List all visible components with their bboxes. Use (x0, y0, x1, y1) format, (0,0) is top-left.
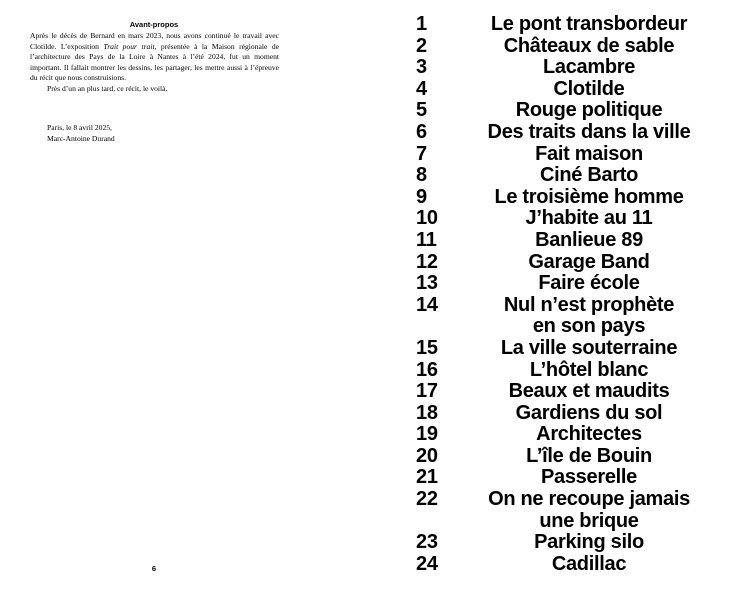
toc-entry (416, 230, 716, 252)
toc-entry (416, 79, 716, 101)
toc-entry-number: 11 (416, 228, 437, 251)
toc-entry (416, 403, 716, 425)
toc-entry (416, 360, 716, 382)
toc-entry-number: 3 (416, 56, 427, 79)
toc-entry-title (462, 467, 716, 489)
toc-entry-title (462, 489, 716, 532)
toc-entry-title (462, 208, 716, 230)
toc-entry-number: 4 (416, 77, 427, 100)
toc-entry-title-line: Cadillac (551, 552, 627, 575)
toc-entry-title (462, 252, 716, 274)
signature-place-date: Paris, le 8 avril 2025, (47, 123, 112, 132)
toc-entry-number: 10 (416, 207, 438, 230)
foreword-text-end: , présentée à la Maison régionale de l’architecture des Pays de la Loire à Nantes à l’été 2024, fut un moment important. Il fallait montrer les dessins, les partager, les mettre aussi à l’épreuve du récit que nous construisions. (30, 41, 279, 82)
toc-entry-title-line: Des traits dans la ville (487, 120, 691, 143)
toc-entry-title-line: Gardiens du sol (515, 401, 663, 424)
toc-entry-title-line: Le pont transbordeur (490, 13, 688, 35)
toc-entry (416, 381, 716, 403)
page-number: 6 (151, 564, 157, 573)
toc-entry-title-line: une brique (539, 509, 639, 532)
toc-entry-title (462, 360, 716, 382)
toc-entry (416, 252, 716, 274)
toc-entry (416, 295, 716, 338)
toc-entry-title-line: J’habite au 11 (525, 207, 653, 230)
toc-entry-number: 19 (416, 423, 438, 446)
toc-entry (416, 208, 716, 230)
toc-entry-title-line: On ne recoupe jamais (488, 488, 690, 511)
toc-entry-title (462, 165, 716, 187)
foreword-text (30, 31, 279, 94)
toc-entry-title-line: Rouge politique (515, 99, 663, 122)
toc-entry-number: 8 (416, 164, 427, 187)
toc-entry-number: 18 (416, 401, 438, 424)
toc-entry-number: 20 (416, 444, 438, 467)
toc-entry (416, 36, 716, 58)
toc-entry (416, 532, 716, 554)
toc-entry-title (462, 273, 716, 295)
toc-entry-number: 9 (416, 185, 427, 208)
toc-entry-title-line: Nul n’est prophète (503, 293, 675, 316)
toc-entry (416, 100, 716, 122)
toc-entry (416, 122, 716, 144)
table-of-contents (416, 14, 716, 575)
toc-entry-title (462, 100, 716, 122)
toc-entry-number: 5 (416, 99, 427, 122)
toc-entry-title (462, 57, 716, 79)
toc-entry-number: 7 (416, 142, 427, 165)
foreword-paragraph-2: Près d’un an plus tard, ce récit, le voilà. (47, 83, 168, 93)
toc-entry-number: 21 (416, 466, 438, 489)
toc-entry-number: 17 (416, 380, 438, 403)
toc-entry-title (462, 14, 716, 36)
toc-entry-title (462, 424, 716, 446)
toc-entry-title (462, 381, 716, 403)
toc-entry-title (462, 36, 716, 58)
toc-entry (416, 14, 716, 36)
signature (47, 123, 115, 144)
toc-entry (416, 446, 716, 468)
toc-entry (416, 424, 716, 446)
toc-entry-number: 22 (416, 488, 438, 511)
toc-entry-title-line: Fait maison (535, 142, 643, 165)
toc-entry (416, 57, 716, 79)
toc-entry-number: 14 (416, 293, 438, 316)
toc-entry-title-line: La ville souterraine (500, 336, 678, 359)
toc-entry-title-line: L’île de Bouin (526, 444, 652, 467)
toc-entry-number: 1 (416, 13, 427, 35)
toc-entry-title-line: Garage Band (528, 250, 650, 273)
toc-entry-title-line: Banlieue 89 (535, 228, 643, 251)
toc-entry-title-line: Le troisième homme (494, 185, 684, 208)
toc-entry-title-line: Parking silo (534, 531, 644, 554)
toc-entry (416, 467, 716, 489)
toc-entry-number: 23 (416, 531, 438, 554)
toc-entry-title (462, 403, 716, 425)
toc-entry-title (462, 295, 716, 338)
exhibition-title: Trait pour trait (103, 41, 155, 51)
signature-name: Marc-Antoine Durand (47, 133, 115, 143)
toc-entry-title (462, 338, 716, 360)
toc-entry-number: 6 (416, 120, 427, 143)
toc-entry (416, 273, 716, 295)
toc-entry-title-line: Passerelle (541, 466, 637, 489)
toc-entry (416, 554, 716, 576)
toc-entry-title-line: Lacambre (542, 56, 636, 79)
toc-entry (416, 144, 716, 166)
toc-entry-number: 15 (416, 336, 438, 359)
toc-entry-title (462, 144, 716, 166)
toc-entry-title (462, 187, 716, 209)
toc-entry-title-line: L’hôtel blanc (529, 358, 649, 381)
toc-entry-title-line: Châteaux de sable (503, 34, 675, 57)
toc-entry-title (462, 79, 716, 101)
toc-entry-number: 2 (416, 34, 427, 57)
toc-entry-number: 16 (416, 358, 438, 381)
toc-entry-number: 13 (416, 272, 438, 295)
toc-entry-number: 12 (416, 250, 438, 273)
toc-entry-title-line: Ciné Barto (539, 164, 639, 187)
foreword-text-start: Après le décès de Bernard en mars 2023, nous avons continué le travail avec Clotilde. L’exposition (30, 31, 279, 51)
toc-entry-title (462, 532, 716, 554)
left-page (0, 0, 368, 595)
toc-entry-title-line: Architectes (536, 423, 642, 446)
toc-entry-title-line: Beaux et maudits (508, 380, 670, 403)
foreword-paragraph-1 (30, 31, 279, 84)
toc-entry-number: 24 (416, 552, 438, 575)
toc-entry-title (462, 554, 716, 576)
toc-entry-title (462, 446, 716, 468)
toc-entry-title-line: Clotilde (553, 77, 625, 100)
toc-entry-title-line: en son pays (532, 315, 646, 338)
toc-entry (416, 338, 716, 360)
foreword-heading: Avant-propos (129, 20, 179, 29)
toc-entry-title (462, 230, 716, 252)
toc-entry (416, 489, 716, 532)
toc-entry-title (462, 122, 716, 144)
toc-entry (416, 187, 716, 209)
toc-entry-title-line: Faire école (538, 272, 640, 295)
toc-entry (416, 165, 716, 187)
